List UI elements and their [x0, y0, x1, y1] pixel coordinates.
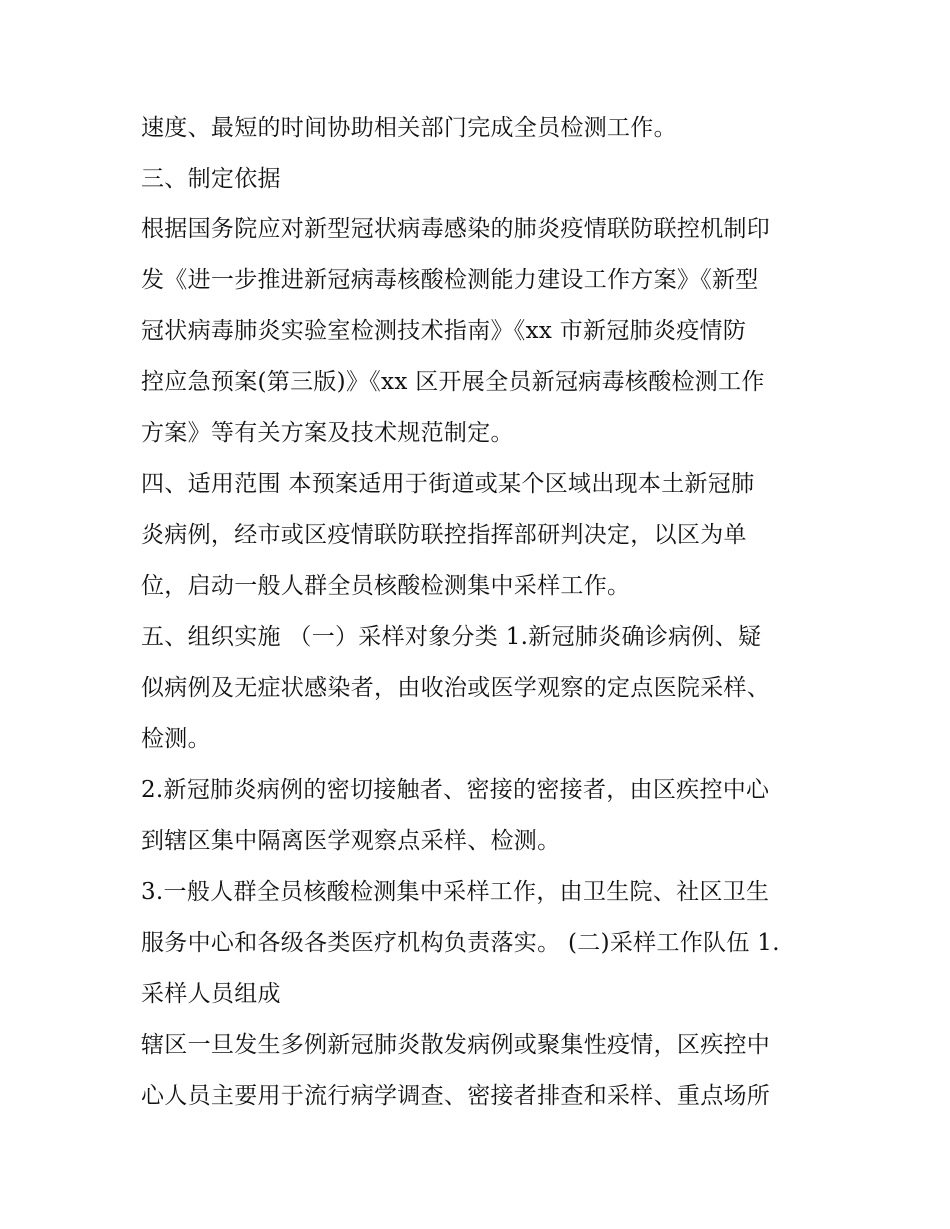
section-heading-implementation: 五、组织实施 （一）采样对象分类 1.新冠肺炎确诊病例、疑 — [141, 624, 762, 650]
section-heading-scope: 四、适用范围 本预案适用于街道或某个区域出现本土新冠肺 — [141, 471, 755, 497]
text-line-7: 方案》等有关方案及技术规范制定。 — [141, 420, 514, 446]
text-line-19: 辖区一旦发生多例新冠肺炎散发病例或聚集性疫情，区疾控中 — [141, 1032, 771, 1058]
text-line-13: 检测。 — [141, 726, 211, 752]
text-line-10: 位，启动一般人群全员核酸检测集中采样工作。 — [141, 573, 631, 599]
text-line-16: 3.一般人群全员核酸检测集中采样工作，由卫生院、社区卫生 — [141, 879, 770, 905]
text-line-14: 2.新冠肺炎病例的密切接触者、密接的密接者，由区疾控中心 — [141, 777, 770, 803]
text-line-5: 冠状病毒肺炎实验室检测技术指南》《xx 市新冠肺炎疫情防 — [141, 318, 747, 344]
text-line-20: 心人员主要用于流行病学调查、密接者排查和采样、重点场所 — [141, 1083, 771, 1109]
text-line-18: 采样人员组成 — [141, 981, 281, 1007]
text-line-3: 根据国务院应对新型冠状病毒感染的肺炎疫情联防联控机制印 — [141, 216, 771, 242]
text-line-15: 到辖区集中隔离医学观察点采样、检测。 — [141, 828, 561, 854]
text-line-17: 服务中心和各级各类医疗机构负责落实。 (二)采样工作队伍 1. — [141, 930, 780, 956]
text-line-1: 速度、最短的时间协助相关部门完成全员检测工作。 — [141, 115, 677, 141]
section-heading-basis: 三、制定依据 — [141, 166, 281, 192]
text-line-4: 发《进一步推进新冠病毒核酸检测能力建设工作方案》《新型 — [141, 267, 759, 293]
text-line-12: 似病例及无症状感染者，由收治或医学观察的定点医院采样、 — [141, 675, 771, 701]
text-line-6: 控应急预案(第三版)》《xx 区开展全员新冠病毒核酸检测工作 — [141, 369, 765, 395]
text-line-9: 炎病例，经市或区疫情联防联控指挥部研判决定，以区为单 — [141, 522, 747, 548]
